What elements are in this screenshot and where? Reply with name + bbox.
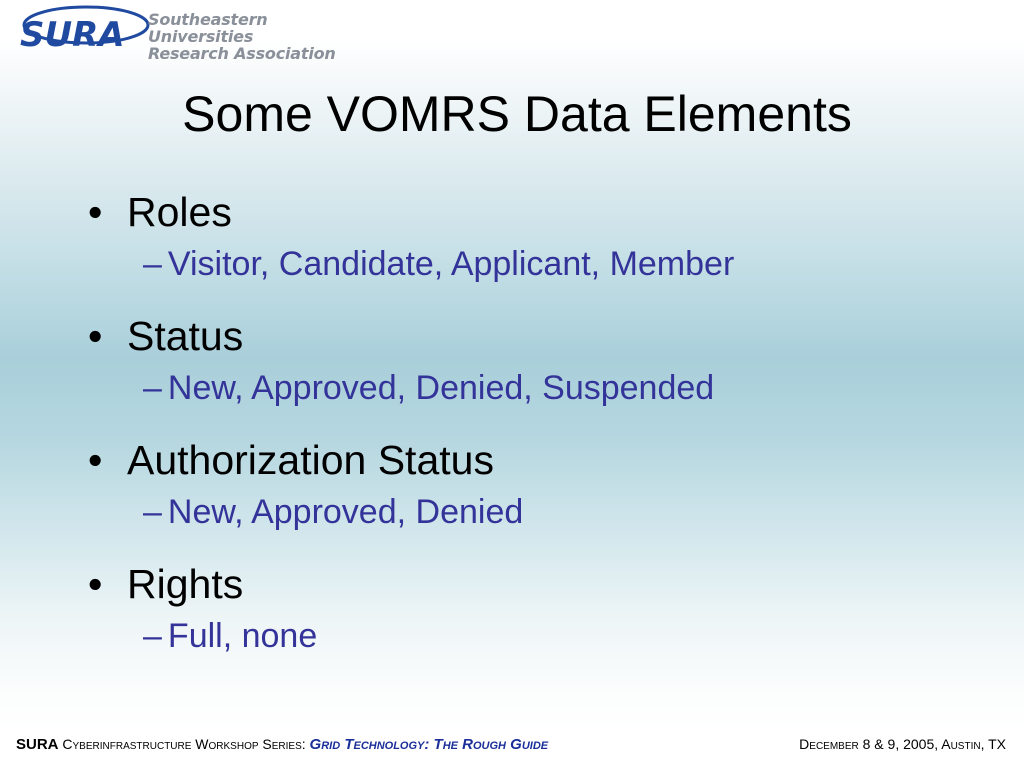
sub-bullet-roles [143,242,988,310]
dash-icon: – [143,493,162,531]
bullet-item-authorization-status [88,434,988,490]
sub-bullet-status [143,366,988,434]
sura-logo [12,4,372,63]
bullet-icon: • [88,189,103,235]
sura-logo-mark [12,4,152,50]
bullet-icon: • [88,561,103,607]
dash-icon: – [143,245,162,283]
sub-bullet-rights [143,614,988,682]
bullet-label: Roles [127,189,232,235]
bullet-icon: • [88,437,103,483]
sub-bullet-text: New, Approved, Denied [167,493,524,531]
slide-footer [16,736,1006,758]
sub-bullet-authorization-status [143,490,988,558]
bullet-label: Authorization Status [127,437,494,483]
bullet-label: Rights [127,561,244,607]
sub-bullet-text: New, Approved, Denied, Suspended [167,369,715,407]
footer-series [16,736,548,753]
dash-icon: – [143,617,162,655]
footer-guide-title: Grid Technology: The Rough Guide [309,736,549,753]
bullet-item-rights [88,558,988,614]
footer-date-location: December 8 & 9, 2005, Austin, TX [799,736,1006,752]
organization-name [148,11,372,62]
bullet-list [88,186,988,682]
bullet-icon: • [88,313,103,359]
sub-bullet-text: Full, none [167,617,318,655]
sub-bullet-text: Visitor, Candidate, Applicant, Member [167,245,735,283]
bullet-item-roles [88,186,988,242]
footer-brand: SURA [16,736,59,753]
slide-title: Some VOMRS Data Elements [182,86,852,142]
dash-icon: – [143,369,162,407]
bullet-label: Status [127,313,244,359]
organization-name-line1: Southeastern Universities [148,10,268,46]
organization-name-line2: Research Association [148,44,336,63]
footer-series-name: Cyberinfrastructure Workshop Series: [62,736,306,752]
logo-wordmark: SURA [20,15,125,50]
bullet-item-status [88,310,988,366]
